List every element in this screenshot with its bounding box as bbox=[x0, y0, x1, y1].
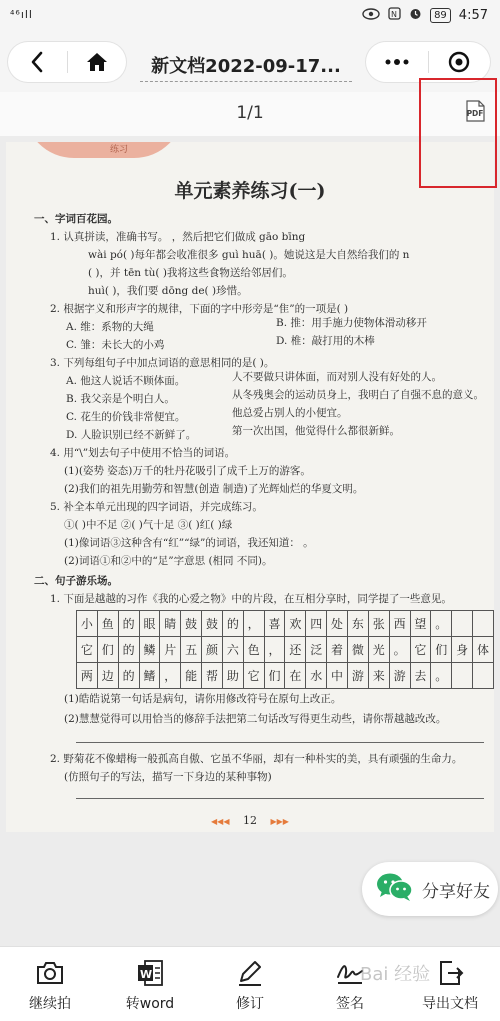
answer-line bbox=[76, 798, 484, 799]
writing-grid bbox=[76, 610, 494, 689]
signal-indicator: ⁴⁶ıll bbox=[10, 8, 33, 21]
question-line: 4. 用“\”划去句子中使用不恰当的词语。 bbox=[50, 447, 236, 459]
grid-cell: 睛 bbox=[160, 611, 181, 637]
grid-cell: 泛 bbox=[306, 637, 327, 663]
question-line: 5. 补全本单元出现的四字词语，并完成练习。 bbox=[50, 501, 263, 513]
grid-cell: 六 bbox=[222, 637, 243, 663]
grid-cell: 喜 bbox=[264, 611, 285, 637]
grid-row bbox=[77, 663, 494, 689]
back-arrow-icon bbox=[30, 51, 44, 73]
grid-cell: 小 bbox=[77, 611, 98, 637]
question-line: (2)慧慧觉得可以用恰当的修辞手法把第二句话改写得更生动些，请你帮越越改改。 bbox=[64, 713, 447, 725]
grid-cell: 能 bbox=[181, 663, 202, 689]
grid-cell: 五 bbox=[181, 637, 202, 663]
document-page bbox=[6, 142, 494, 832]
grid-cell: ， bbox=[243, 611, 264, 637]
question-line: wài pó( )每年都会收准很多 guì huā( )。她说这是大自然给我们的 n bbox=[88, 249, 410, 261]
grid-row bbox=[77, 611, 494, 637]
grid-cell: 鳞 bbox=[139, 637, 160, 663]
wechat-icon bbox=[376, 872, 414, 906]
grid-cell: 们 bbox=[97, 637, 118, 663]
grid-cell: 两 bbox=[77, 663, 98, 689]
grid-cell: 色 bbox=[243, 637, 264, 663]
question-line: 2. 野菊花不像蜡梅一般孤高自傲、它虽不华丽，却有一种朴实的美，具有顽强的生命力。 bbox=[50, 753, 463, 765]
grid-cell: 还 bbox=[285, 637, 306, 663]
option-line: B. 我父亲是个明白人。 bbox=[66, 393, 175, 405]
option-line: B. 推：用手施力使物体滑动移开 bbox=[276, 317, 427, 329]
grid-cell: 微 bbox=[347, 637, 368, 663]
grid-cell: 鳍 bbox=[139, 663, 160, 689]
grid-cell: 去 bbox=[410, 663, 431, 689]
grid-cell: 游 bbox=[389, 663, 410, 689]
pdf-label: PDF bbox=[466, 109, 484, 118]
continue-shooting-button[interactable] bbox=[0, 947, 100, 1021]
grid-cell: 着 bbox=[327, 637, 348, 663]
answer-line bbox=[76, 742, 484, 743]
grid-cell: 的 bbox=[118, 637, 139, 663]
grid-cell: ， bbox=[160, 663, 181, 689]
status-bar bbox=[0, 0, 500, 32]
option-line: 他总爱占别人的小便宜。 bbox=[232, 407, 348, 419]
grid-cell bbox=[473, 663, 494, 689]
question-line: 1. 认真拼读，准确书写。 ，然后把它们做成 gāo bīng bbox=[50, 231, 306, 243]
nfc-icon bbox=[388, 7, 401, 24]
grid-cell: 。 bbox=[431, 611, 452, 637]
grid-cell: 游 bbox=[347, 663, 368, 689]
home-button[interactable] bbox=[68, 42, 127, 82]
question-line: (仿照句子的写法，描写一下身边的某种事物) bbox=[64, 771, 272, 783]
grid-cell: 片 bbox=[160, 637, 181, 663]
grid-cell: 它 bbox=[77, 637, 98, 663]
page-footer bbox=[6, 814, 494, 827]
revise-button[interactable] bbox=[200, 947, 300, 1021]
page-indicator: 1/1 bbox=[236, 103, 264, 123]
grid-cell: 鼓 bbox=[181, 611, 202, 637]
grid-cell: 。 bbox=[431, 663, 452, 689]
grid-cell: 中 bbox=[327, 663, 348, 689]
option-line: D. 椎：敲打用的木棒 bbox=[276, 335, 375, 347]
grid-cell: 欢 bbox=[285, 611, 306, 637]
grid-cell: 在 bbox=[285, 663, 306, 689]
grid-cell: 鼓 bbox=[202, 611, 223, 637]
grid-cell: 体 bbox=[473, 637, 494, 663]
grid-cell: 来 bbox=[368, 663, 389, 689]
continue-shooting-label: 继续拍 bbox=[29, 996, 71, 1012]
question-line: ( )，并 tēn tù( )我将这些食物送给邻居们。 bbox=[88, 267, 293, 279]
close-miniprogram-button[interactable] bbox=[429, 42, 491, 82]
grid-cell: 它 bbox=[410, 637, 431, 663]
convert-word-button[interactable] bbox=[100, 947, 200, 1021]
option-line: C. 花生的价钱非常便宜。 bbox=[66, 411, 186, 423]
home-icon bbox=[86, 52, 108, 72]
target-icon bbox=[448, 51, 470, 73]
grid-cell: 帮 bbox=[202, 663, 223, 689]
back-button[interactable] bbox=[8, 42, 67, 82]
grid-cell: 它 bbox=[243, 663, 264, 689]
section-heading: 一、字词百花园。 bbox=[34, 213, 118, 225]
signature-label: 签名 bbox=[336, 996, 364, 1012]
grid-cell bbox=[452, 663, 473, 689]
nav-button-group bbox=[8, 42, 126, 82]
question-line: 1. 下面是越越的习作《我的心爱之物》中的片段，在互相分享时，同学提了一些意见。 bbox=[50, 593, 452, 605]
grid-cell: 处 bbox=[327, 611, 348, 637]
grid-cell: 四 bbox=[306, 611, 327, 637]
option-line: 第一次出国，他觉得什么都很新鲜。 bbox=[232, 425, 400, 437]
question-line: (1)(姿势 姿态)万千的牡丹花吸引了成千上万的游客。 bbox=[64, 465, 311, 477]
page-banner bbox=[24, 142, 184, 158]
camera-icon bbox=[35, 957, 65, 989]
banner-tag: 练习 bbox=[110, 145, 129, 155]
grid-row bbox=[77, 637, 494, 663]
question-line: (1)皓皓说第一句话是病句，请你用修改符号在原句上改正。 bbox=[64, 693, 342, 705]
grid-cell: 光 bbox=[368, 637, 389, 663]
option-line: 人不要做只讲体面，而对别人没有好处的人。 bbox=[232, 371, 442, 383]
svg-text:W: W bbox=[140, 968, 153, 981]
question-line: 2. 根据字义和形声字的规律，下面的字中形旁是“隹”的一项是( ) bbox=[50, 303, 349, 315]
document-viewer[interactable] bbox=[0, 136, 500, 946]
grid-cell: 的 bbox=[118, 611, 139, 637]
grid-cell: 西 bbox=[389, 611, 410, 637]
grid-cell: 身 bbox=[452, 637, 473, 663]
grid-cell: 的 bbox=[222, 611, 243, 637]
grid-cell: 鱼 bbox=[97, 611, 118, 637]
grid-cell: 们 bbox=[431, 637, 452, 663]
more-dots-icon bbox=[385, 58, 409, 66]
share-friends-label: 分享好友 bbox=[422, 881, 490, 902]
grid-cell: 水 bbox=[306, 663, 327, 689]
grid-cell: 们 bbox=[264, 663, 285, 689]
eye-icon bbox=[362, 8, 380, 24]
more-button[interactable] bbox=[366, 42, 428, 82]
revise-label: 修订 bbox=[236, 996, 264, 1012]
question-line: huì( )，我们要 dōng de( )珍惜。 bbox=[88, 285, 248, 297]
question-line: (2)我们的祖先用勤劳和智慧(创造 制造)了光辉灿烂的华夏文明。 bbox=[64, 483, 364, 495]
printed-page-number: 12 bbox=[243, 814, 257, 827]
question-line: (2)词语①和②中的“足”字意思 (相同 不同)。 bbox=[64, 555, 273, 567]
exercise-title: 单元素养练习(一) bbox=[174, 180, 326, 202]
grid-cell: 助 bbox=[222, 663, 243, 689]
clock: 4:57 bbox=[458, 8, 488, 23]
question-line: ①( )中不足 ②( )气十足 ③( )红( )绿 bbox=[64, 519, 233, 531]
grid-cell: 张 bbox=[368, 611, 389, 637]
option-line: 从冬残奥会的运动员身上，我明白了自强不息的意义。 bbox=[232, 389, 484, 401]
grid-cell: 望 bbox=[410, 611, 431, 637]
grid-cell bbox=[473, 611, 494, 637]
grid-cell: 颜 bbox=[202, 637, 223, 663]
grid-cell: 。 bbox=[389, 637, 410, 663]
convert-word-label: 转word bbox=[125, 996, 175, 1012]
share-friends-button[interactable] bbox=[362, 862, 498, 916]
grid-cell bbox=[452, 611, 473, 637]
alarm-icon bbox=[409, 7, 422, 24]
watermark: Bai 经验 bbox=[360, 964, 431, 985]
export-icon bbox=[436, 957, 464, 989]
miniprogram-capsule bbox=[366, 42, 490, 82]
export-document-label: 导出文档 bbox=[422, 996, 478, 1012]
pen-icon bbox=[236, 957, 264, 989]
grid-cell: 东 bbox=[347, 611, 368, 637]
highlight-box bbox=[419, 78, 497, 188]
option-line: A. 维：系物的大绳 bbox=[66, 321, 154, 333]
grid-cell: 的 bbox=[118, 663, 139, 689]
battery-indicator: 89 bbox=[430, 8, 451, 23]
question-line: 3. 下列每组句子中加点词语的意思相同的是( )。 bbox=[50, 357, 275, 369]
section-heading: 二、句子游乐场。 bbox=[34, 575, 118, 587]
page-arrow-right: ▶▶▶ bbox=[270, 817, 289, 826]
question-line: (1)像词语③这种含有“红”“绿”的词语，我还知道： 。 bbox=[64, 537, 314, 549]
page-arrow-left: ◀◀◀ bbox=[211, 817, 230, 826]
word-icon bbox=[136, 957, 164, 989]
grid-cell: ， bbox=[264, 637, 285, 663]
grid-cell: 眼 bbox=[139, 611, 160, 637]
grid-cell: 边 bbox=[97, 663, 118, 689]
option-line: D. 人脸识别已经不新鲜了。 bbox=[66, 429, 197, 441]
option-line: C. 雏：未长大的小鸡 bbox=[66, 339, 165, 351]
svg-text:N: N bbox=[391, 10, 398, 19]
option-line: A. 他这人说话不顾体面。 bbox=[66, 375, 186, 387]
document-title: 新文档2022-09-17... bbox=[140, 52, 352, 82]
